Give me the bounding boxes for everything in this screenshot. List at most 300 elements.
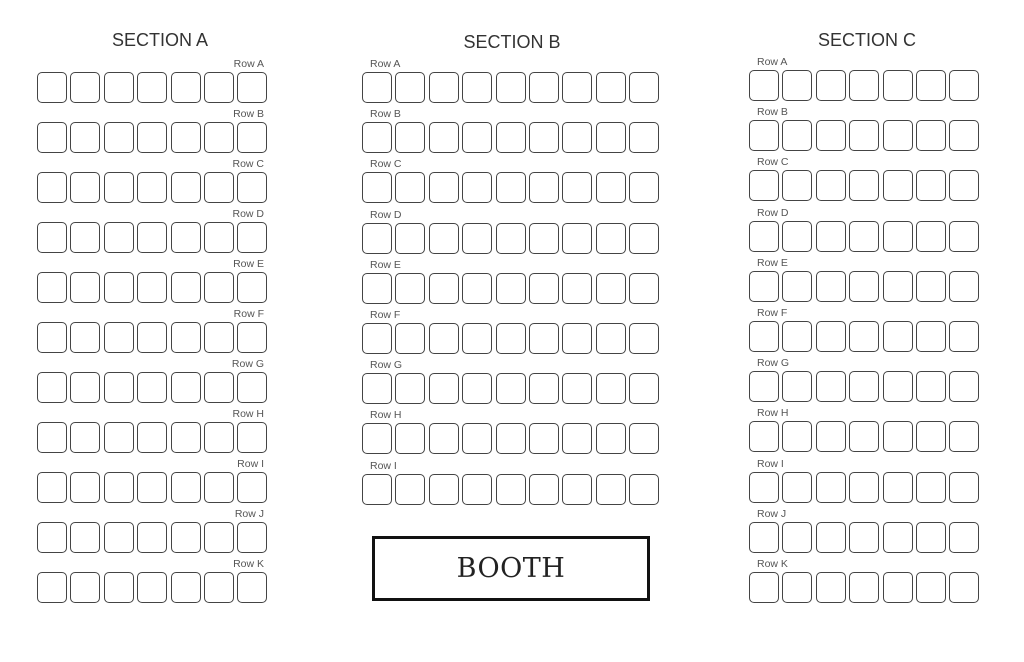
- row-label: Row C: [370, 158, 402, 171]
- seat[interactable]: [37, 72, 67, 103]
- seat[interactable]: [137, 222, 167, 253]
- seat[interactable]: [237, 172, 267, 203]
- seat-row: [749, 321, 979, 352]
- seat[interactable]: [529, 223, 559, 254]
- seat[interactable]: [171, 322, 201, 353]
- seat[interactable]: [70, 322, 100, 353]
- seat[interactable]: [104, 522, 134, 553]
- seat[interactable]: [429, 373, 459, 404]
- seat[interactable]: [749, 572, 779, 603]
- seat[interactable]: [816, 170, 846, 201]
- seat[interactable]: [204, 422, 234, 453]
- seat[interactable]: [883, 271, 913, 302]
- seat[interactable]: [629, 273, 659, 304]
- seat[interactable]: [362, 423, 392, 454]
- seat[interactable]: [529, 273, 559, 304]
- seat[interactable]: [137, 472, 167, 503]
- row-label: Row I: [370, 459, 397, 472]
- seat[interactable]: [204, 572, 234, 603]
- seat[interactable]: [462, 72, 492, 103]
- seat[interactable]: [596, 72, 626, 103]
- seat[interactable]: [237, 472, 267, 503]
- seat[interactable]: [949, 421, 979, 452]
- seat[interactable]: [749, 421, 779, 452]
- seat[interactable]: [395, 172, 425, 203]
- booth: [372, 536, 650, 601]
- seat[interactable]: [37, 372, 67, 403]
- seat[interactable]: [237, 422, 267, 453]
- seat[interactable]: [70, 172, 100, 203]
- seat-row: [37, 272, 267, 303]
- seat[interactable]: [171, 422, 201, 453]
- row-label: Row I: [757, 457, 784, 470]
- seat[interactable]: [596, 423, 626, 454]
- row-label: Row E: [233, 258, 264, 270]
- seat[interactable]: [849, 271, 879, 302]
- seat[interactable]: [496, 474, 526, 505]
- seat-row: [362, 474, 659, 505]
- seat[interactable]: [816, 371, 846, 402]
- seat[interactable]: [70, 522, 100, 553]
- seat[interactable]: [362, 72, 392, 103]
- seat[interactable]: [104, 322, 134, 353]
- seat[interactable]: [70, 222, 100, 253]
- seat[interactable]: [462, 423, 492, 454]
- seat[interactable]: [104, 222, 134, 253]
- seat[interactable]: [949, 522, 979, 553]
- seat[interactable]: [171, 372, 201, 403]
- seat[interactable]: [204, 172, 234, 203]
- seat[interactable]: [629, 223, 659, 254]
- seat[interactable]: [782, 472, 812, 503]
- seat[interactable]: [237, 222, 267, 253]
- seat[interactable]: [782, 371, 812, 402]
- seat[interactable]: [849, 421, 879, 452]
- seat[interactable]: [816, 472, 846, 503]
- seat[interactable]: [496, 373, 526, 404]
- seat[interactable]: [70, 472, 100, 503]
- seat[interactable]: [237, 72, 267, 103]
- seat[interactable]: [782, 522, 812, 553]
- section-title: SECTION C: [817, 30, 917, 50]
- seat[interactable]: [883, 572, 913, 603]
- row-label: Row A: [370, 58, 401, 70]
- seat[interactable]: [37, 472, 67, 503]
- seat[interactable]: [949, 472, 979, 503]
- seat[interactable]: [362, 273, 392, 304]
- seat[interactable]: [171, 472, 201, 503]
- seat[interactable]: [949, 70, 979, 101]
- seat-row: [362, 423, 659, 454]
- seat[interactable]: [462, 122, 492, 153]
- seat[interactable]: [204, 372, 234, 403]
- seat[interactable]: [596, 474, 626, 505]
- seat[interactable]: [237, 272, 267, 303]
- seat[interactable]: [37, 272, 67, 303]
- seat[interactable]: [949, 170, 979, 201]
- seat[interactable]: [596, 273, 626, 304]
- seat[interactable]: [629, 122, 659, 153]
- seat-row: [749, 170, 979, 201]
- seat[interactable]: [596, 122, 626, 153]
- seat[interactable]: [562, 373, 592, 404]
- row-label: Row G: [757, 357, 790, 370]
- seat[interactable]: [916, 70, 946, 101]
- seat-row: [749, 271, 979, 302]
- seat[interactable]: [883, 120, 913, 151]
- seat[interactable]: [916, 221, 946, 252]
- seat[interactable]: [171, 72, 201, 103]
- seat[interactable]: [816, 271, 846, 302]
- seat[interactable]: [749, 522, 779, 553]
- seat[interactable]: [70, 372, 100, 403]
- seat[interactable]: [204, 322, 234, 353]
- seat[interactable]: [237, 372, 267, 403]
- seat[interactable]: [104, 172, 134, 203]
- seat[interactable]: [749, 120, 779, 151]
- seat[interactable]: [37, 222, 67, 253]
- seat[interactable]: [395, 474, 425, 505]
- seat[interactable]: [237, 122, 267, 153]
- seat[interactable]: [104, 372, 134, 403]
- seat[interactable]: [204, 272, 234, 303]
- seat[interactable]: [629, 423, 659, 454]
- seat[interactable]: [395, 373, 425, 404]
- seat[interactable]: [782, 271, 812, 302]
- seat[interactable]: [37, 172, 67, 203]
- seat[interactable]: [749, 472, 779, 503]
- seat-row: [37, 322, 267, 353]
- seat-row: [362, 72, 659, 103]
- seat[interactable]: [171, 222, 201, 253]
- row-label: Row A: [233, 58, 264, 70]
- seat[interactable]: [949, 221, 979, 252]
- seat[interactable]: [496, 323, 526, 354]
- seat-row: [749, 572, 979, 603]
- seat[interactable]: [849, 70, 879, 101]
- seat[interactable]: [749, 321, 779, 352]
- seat[interactable]: [529, 474, 559, 505]
- seat[interactable]: [137, 272, 167, 303]
- seat[interactable]: [37, 572, 67, 603]
- seat[interactable]: [562, 474, 592, 505]
- seat[interactable]: [496, 273, 526, 304]
- seat[interactable]: [204, 122, 234, 153]
- row-label: Row G: [231, 358, 264, 370]
- seat-row: [37, 522, 267, 553]
- seat-row: [749, 221, 979, 252]
- seat-row: [37, 572, 267, 603]
- seat[interactable]: [562, 423, 592, 454]
- seat-row: [37, 172, 267, 203]
- row-label: Row H: [757, 407, 789, 420]
- seat[interactable]: [171, 272, 201, 303]
- row-label: Row F: [370, 309, 401, 321]
- seat[interactable]: [916, 421, 946, 452]
- row-label: Row A: [757, 56, 788, 68]
- seat[interactable]: [816, 120, 846, 151]
- seat[interactable]: [629, 323, 659, 354]
- seat[interactable]: [429, 223, 459, 254]
- seat[interactable]: [137, 422, 167, 453]
- seat[interactable]: [37, 522, 67, 553]
- row-label: Row I: [237, 458, 264, 470]
- seat[interactable]: [395, 122, 425, 153]
- seat[interactable]: [916, 572, 946, 603]
- seat[interactable]: [104, 472, 134, 503]
- seat[interactable]: [37, 422, 67, 453]
- seat[interactable]: [629, 474, 659, 505]
- row-label: Row E: [757, 256, 788, 269]
- seat[interactable]: [883, 371, 913, 402]
- seat[interactable]: [749, 170, 779, 201]
- row-label: Row K: [757, 558, 788, 570]
- seat[interactable]: [816, 221, 846, 252]
- seat[interactable]: [749, 221, 779, 252]
- seat[interactable]: [529, 72, 559, 103]
- seat[interactable]: [916, 271, 946, 302]
- seat[interactable]: [529, 373, 559, 404]
- row-label: Row C: [232, 158, 264, 170]
- row-label: Row J: [757, 507, 787, 520]
- seat[interactable]: [137, 172, 167, 203]
- seat[interactable]: [529, 172, 559, 203]
- seat[interactable]: [204, 472, 234, 503]
- seat[interactable]: [849, 371, 879, 402]
- seat[interactable]: [883, 522, 913, 553]
- seat[interactable]: [204, 72, 234, 103]
- seat[interactable]: [496, 423, 526, 454]
- seat-row: [37, 72, 267, 103]
- row-label: Row F: [233, 308, 264, 320]
- seat[interactable]: [362, 172, 392, 203]
- seat[interactable]: [916, 321, 946, 352]
- row-label: Row C: [757, 156, 789, 169]
- seat[interactable]: [104, 122, 134, 153]
- row-label: Row B: [757, 106, 788, 119]
- seat[interactable]: [362, 373, 392, 404]
- seat[interactable]: [782, 120, 812, 151]
- seat[interactable]: [596, 373, 626, 404]
- seat[interactable]: [171, 572, 201, 603]
- seat[interactable]: [883, 70, 913, 101]
- seat[interactable]: [596, 172, 626, 203]
- seat-row: [37, 472, 267, 503]
- seat[interactable]: [429, 423, 459, 454]
- seat[interactable]: [462, 273, 492, 304]
- row-label: Row H: [232, 408, 264, 420]
- seat[interactable]: [782, 70, 812, 101]
- seat[interactable]: [70, 572, 100, 603]
- seat[interactable]: [916, 472, 946, 503]
- seat[interactable]: [562, 122, 592, 153]
- seat-row: [362, 172, 659, 203]
- seat[interactable]: [849, 472, 879, 503]
- seat[interactable]: [137, 572, 167, 603]
- seat[interactable]: [70, 72, 100, 103]
- seat[interactable]: [916, 170, 946, 201]
- seat[interactable]: [429, 122, 459, 153]
- row-label: Row B: [233, 108, 264, 120]
- seat[interactable]: [782, 170, 812, 201]
- seat[interactable]: [171, 122, 201, 153]
- seat[interactable]: [137, 372, 167, 403]
- seat[interactable]: [529, 423, 559, 454]
- seat-row: [37, 122, 267, 153]
- seat[interactable]: [204, 522, 234, 553]
- section-title: SECTION B: [463, 32, 561, 52]
- seat[interactable]: [429, 273, 459, 304]
- seat[interactable]: [70, 122, 100, 153]
- seat[interactable]: [171, 172, 201, 203]
- seat-row: [749, 421, 979, 452]
- seat[interactable]: [462, 474, 492, 505]
- seat[interactable]: [883, 421, 913, 452]
- seat[interactable]: [749, 271, 779, 302]
- row-label: Row J: [234, 508, 264, 520]
- seat[interactable]: [883, 221, 913, 252]
- seat[interactable]: [782, 421, 812, 452]
- seat[interactable]: [104, 272, 134, 303]
- seat[interactable]: [916, 120, 946, 151]
- seat[interactable]: [596, 223, 626, 254]
- seat[interactable]: [949, 371, 979, 402]
- seat[interactable]: [70, 272, 100, 303]
- seat[interactable]: [37, 322, 67, 353]
- seat[interactable]: [562, 172, 592, 203]
- seat[interactable]: [70, 422, 100, 453]
- seat[interactable]: [496, 172, 526, 203]
- seat[interactable]: [104, 422, 134, 453]
- seat[interactable]: [562, 273, 592, 304]
- seat[interactable]: [237, 572, 267, 603]
- section-title: SECTION A: [111, 30, 209, 50]
- seat-row: [749, 472, 979, 503]
- seat-row: [362, 373, 659, 404]
- seat[interactable]: [949, 321, 979, 352]
- seat-row: [749, 120, 979, 151]
- seat[interactable]: [916, 522, 946, 553]
- seat[interactable]: [782, 572, 812, 603]
- seat-row: [749, 70, 979, 101]
- seat[interactable]: [849, 221, 879, 252]
- seat[interactable]: [462, 323, 492, 354]
- seat[interactable]: [362, 323, 392, 354]
- seat[interactable]: [782, 321, 812, 352]
- seat[interactable]: [362, 474, 392, 505]
- seat[interactable]: [629, 72, 659, 103]
- seat[interactable]: [816, 522, 846, 553]
- seat-row: [749, 522, 979, 553]
- seat[interactable]: [429, 323, 459, 354]
- seat-row: [362, 223, 659, 254]
- seat[interactable]: [849, 321, 879, 352]
- seat[interactable]: [429, 474, 459, 505]
- row-label: Row G: [370, 359, 403, 372]
- seat[interactable]: [496, 72, 526, 103]
- seat[interactable]: [395, 223, 425, 254]
- seat[interactable]: [883, 170, 913, 201]
- seat[interactable]: [629, 172, 659, 203]
- seat[interactable]: [237, 522, 267, 553]
- seat[interactable]: [137, 72, 167, 103]
- seat[interactable]: [362, 122, 392, 153]
- seat[interactable]: [37, 122, 67, 153]
- row-label: Row E: [370, 258, 401, 271]
- seat-row: [37, 372, 267, 403]
- seat[interactable]: [137, 322, 167, 353]
- seat[interactable]: [596, 323, 626, 354]
- seat[interactable]: [629, 373, 659, 404]
- seat[interactable]: [916, 371, 946, 402]
- row-label: Row D: [757, 206, 789, 219]
- seat[interactable]: [104, 72, 134, 103]
- seat[interactable]: [529, 122, 559, 153]
- booth-label: BOOTH: [456, 553, 566, 584]
- seat[interactable]: [562, 323, 592, 354]
- seat[interactable]: [362, 223, 392, 254]
- seat[interactable]: [496, 223, 526, 254]
- seat-row: [749, 371, 979, 402]
- seat[interactable]: [104, 572, 134, 603]
- seat[interactable]: [562, 72, 592, 103]
- seat[interactable]: [749, 70, 779, 101]
- seat[interactable]: [883, 321, 913, 352]
- seat-row: [37, 222, 267, 253]
- seat[interactable]: [395, 323, 425, 354]
- seat-row: [362, 323, 659, 354]
- row-label: Row D: [232, 208, 264, 220]
- seat[interactable]: [749, 371, 779, 402]
- seat[interactable]: [171, 522, 201, 553]
- seat[interactable]: [816, 572, 846, 603]
- seat[interactable]: [429, 172, 459, 203]
- seat[interactable]: [462, 223, 492, 254]
- seat[interactable]: [949, 120, 979, 151]
- seat[interactable]: [949, 271, 979, 302]
- seat[interactable]: [849, 572, 879, 603]
- seat[interactable]: [395, 273, 425, 304]
- seat[interactable]: [237, 322, 267, 353]
- seat[interactable]: [949, 572, 979, 603]
- seat[interactable]: [137, 522, 167, 553]
- seat[interactable]: [462, 373, 492, 404]
- seat[interactable]: [849, 170, 879, 201]
- seat[interactable]: [395, 423, 425, 454]
- row-label: Row K: [233, 558, 264, 570]
- seat[interactable]: [204, 222, 234, 253]
- seat-row: [362, 273, 659, 304]
- seat[interactable]: [782, 221, 812, 252]
- row-label: Row B: [370, 108, 401, 121]
- seat[interactable]: [816, 321, 846, 352]
- seat[interactable]: [816, 421, 846, 452]
- seat[interactable]: [462, 172, 492, 203]
- seat[interactable]: [429, 72, 459, 103]
- seat[interactable]: [816, 70, 846, 101]
- seat[interactable]: [496, 122, 526, 153]
- seat-row: [37, 422, 267, 453]
- seat[interactable]: [849, 522, 879, 553]
- seat[interactable]: [849, 120, 879, 151]
- seat[interactable]: [395, 72, 425, 103]
- seat[interactable]: [883, 472, 913, 503]
- row-label: Row F: [757, 307, 788, 319]
- seat[interactable]: [529, 323, 559, 354]
- seat[interactable]: [137, 122, 167, 153]
- row-label: Row D: [370, 208, 402, 221]
- seat[interactable]: [562, 223, 592, 254]
